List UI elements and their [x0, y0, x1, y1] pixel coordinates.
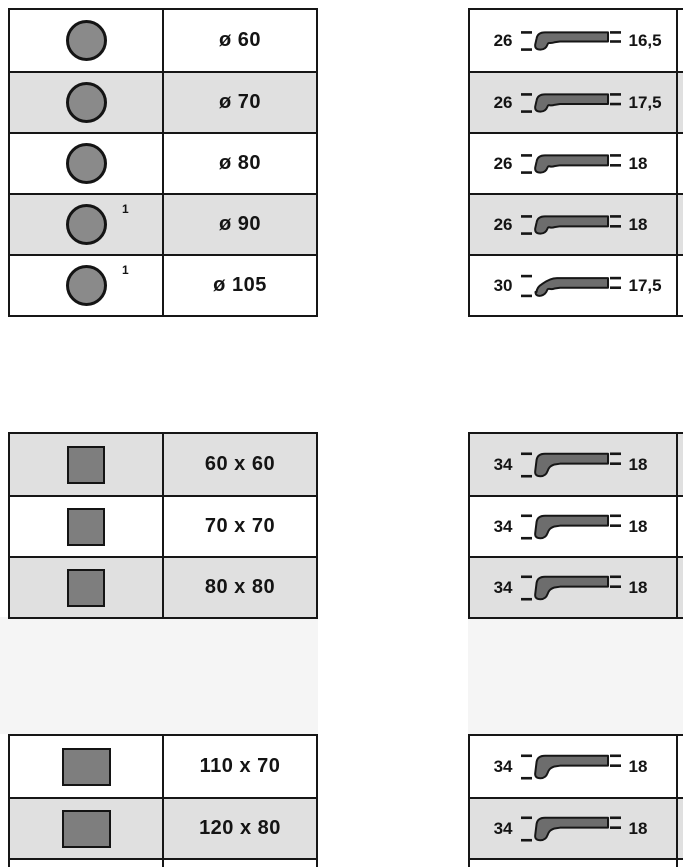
right-dimension-value: 18 — [628, 153, 648, 173]
profile-row — [470, 254, 683, 315]
right-dimension-value: 18 — [628, 454, 648, 474]
shape-cell — [10, 799, 164, 858]
table-row — [10, 434, 316, 495]
table-row — [10, 10, 316, 71]
table-right-border-line — [676, 10, 678, 315]
profile-cross-section-icon — [519, 75, 623, 131]
profile-dimension-table-square — [468, 432, 683, 619]
size-cell — [164, 817, 316, 840]
profile-shape — [535, 755, 608, 777]
shape-size-table-rectangular — [8, 734, 318, 867]
table-row — [10, 858, 316, 867]
table-row — [10, 193, 316, 254]
size-cell — [164, 274, 316, 297]
size-label: ø 90 — [218, 213, 262, 235]
table-row — [10, 71, 316, 132]
left-dimension-value: 34 — [493, 756, 513, 776]
profile-row — [470, 132, 683, 193]
size-cell — [164, 29, 316, 52]
size-label: 60 x 60 — [204, 453, 276, 475]
table-row — [10, 556, 316, 617]
table-right-border-line — [676, 736, 678, 867]
table-row — [10, 254, 316, 315]
profile-cross-section-icon — [519, 197, 623, 253]
shape-cell — [10, 497, 164, 556]
size-cell — [164, 213, 316, 236]
profile-shape — [535, 515, 608, 537]
profile-shape — [535, 817, 608, 839]
profile-cross-section-icon — [519, 258, 623, 314]
left-dimension-value: 34 — [493, 516, 513, 536]
profile-dimension-table-round — [468, 8, 683, 317]
left-dimension-value: 30 — [493, 275, 513, 295]
left-dimension-value: 34 — [493, 818, 513, 838]
left-dimension-value: 26 — [493, 30, 513, 50]
right-dimension-value: 18 — [628, 516, 648, 536]
circle-shape — [66, 143, 107, 184]
circle-shape — [66, 20, 107, 61]
right-dimension-value: 18 — [628, 577, 648, 597]
profile-row — [470, 193, 683, 254]
profile-shape — [535, 32, 608, 49]
rect-shape — [62, 810, 111, 848]
shape-cell — [10, 860, 164, 867]
profile-row — [470, 10, 683, 71]
profile-shape — [535, 216, 608, 233]
shape-cell — [10, 736, 164, 797]
background-band-left — [0, 617, 318, 734]
profile-cross-section-icon — [519, 801, 623, 857]
size-cell — [164, 453, 316, 476]
shape-cell — [10, 558, 164, 617]
table-right-border-line — [676, 434, 678, 617]
size-cell — [164, 576, 316, 599]
right-dimension-value: 17,5 — [628, 92, 662, 112]
size-label: 110 x 70 — [199, 755, 281, 777]
left-dimension-value: 26 — [493, 92, 513, 112]
size-label: 120 x 80 — [199, 817, 281, 839]
size-label: 80 x 80 — [204, 576, 276, 598]
profile-dimension-table-rectangular — [468, 734, 683, 867]
square-shape — [67, 446, 105, 484]
size-cell — [164, 755, 316, 778]
shape-size-table-round — [8, 8, 318, 317]
background-band-right — [468, 617, 683, 734]
shape-cell — [10, 10, 164, 71]
size-cell — [164, 515, 316, 538]
profile-row — [470, 797, 683, 858]
profile-cross-section-icon — [519, 739, 623, 795]
size-label: ø 60 — [218, 29, 262, 51]
right-dimension-value: 17,5 — [628, 275, 662, 295]
profile-shape — [535, 453, 608, 475]
profile-shape — [535, 94, 608, 111]
profile-cross-section-icon — [519, 560, 623, 616]
shape-cell — [10, 434, 164, 495]
shape-cell — [10, 195, 164, 254]
profile-shape — [535, 576, 608, 598]
size-label: ø 105 — [213, 274, 267, 296]
profile-row — [470, 858, 683, 867]
right-dimension-value: 16,5 — [628, 30, 662, 50]
rect-shape — [62, 748, 111, 786]
left-dimension-value: 26 — [493, 214, 513, 234]
right-dimension-value: 18 — [628, 818, 648, 838]
shape-size-table-square — [8, 432, 318, 619]
profile-row — [470, 736, 683, 797]
profile-row — [470, 556, 683, 617]
circle-shape — [66, 204, 107, 245]
profile-cross-section-icon — [519, 499, 623, 555]
table-row — [10, 736, 316, 797]
footnote-marker: 1 — [122, 263, 129, 277]
table-row — [10, 797, 316, 858]
table-row — [10, 132, 316, 193]
size-cell — [164, 91, 316, 114]
table-row — [10, 495, 316, 556]
profile-row — [470, 434, 683, 495]
left-dimension-value: 34 — [493, 577, 513, 597]
square-shape — [67, 508, 105, 546]
right-dimension-value: 18 — [628, 756, 648, 776]
circle-shape — [66, 265, 107, 306]
square-shape — [67, 569, 105, 607]
profile-cross-section-icon — [519, 136, 623, 192]
footnote-marker: 1 — [122, 202, 129, 216]
profile-shape — [535, 155, 608, 172]
right-dimension-value: 18 — [628, 214, 648, 234]
size-label: ø 80 — [218, 152, 262, 174]
shape-cell — [10, 256, 164, 315]
left-dimension-value: 34 — [493, 454, 513, 474]
profile-row — [470, 495, 683, 556]
size-cell — [164, 152, 316, 175]
shape-cell — [10, 73, 164, 132]
shape-cell — [10, 134, 164, 193]
left-dimension-value: 26 — [493, 153, 513, 173]
profile-shape — [535, 278, 608, 296]
profile-cross-section-icon — [519, 437, 623, 493]
profile-row — [470, 71, 683, 132]
circle-shape — [66, 82, 107, 123]
size-label: 70 x 70 — [204, 515, 276, 537]
size-label: ø 70 — [218, 91, 262, 113]
profile-cross-section-icon — [519, 13, 623, 69]
